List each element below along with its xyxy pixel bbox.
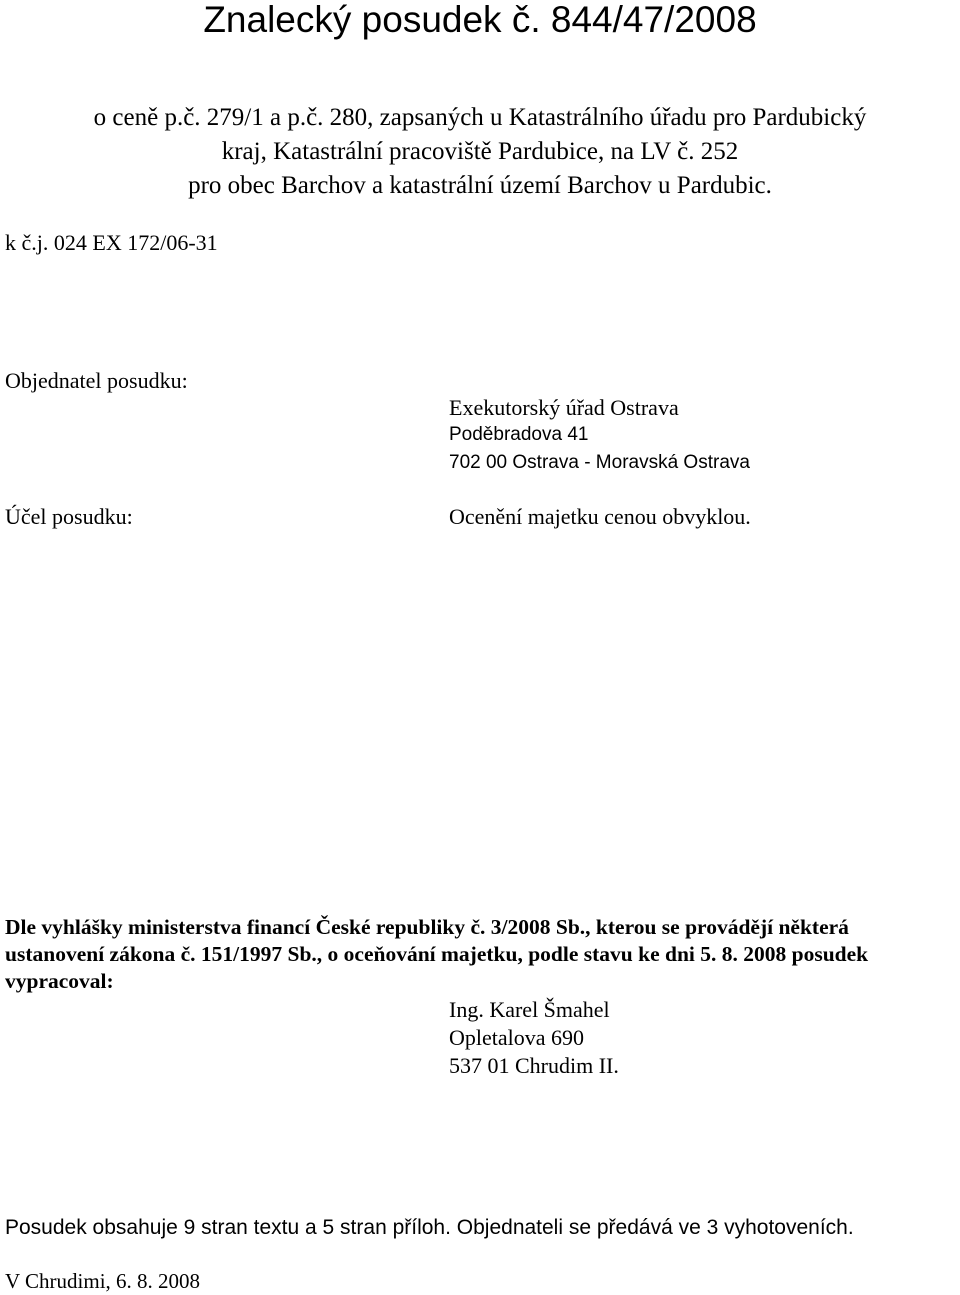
author-city: 537 01 Chrudim II. bbox=[449, 1053, 619, 1078]
orderer-city: 702 00 Ostrava - Moravská Ostrava bbox=[449, 452, 750, 473]
document-title: Znalecký posudek č. 844/47/2008 bbox=[203, 0, 757, 40]
subject-line: kraj, Katastrální pracoviště Pardubice, na LV č. 252 bbox=[221, 138, 739, 165]
legal-line: vypracoval: bbox=[5, 969, 114, 993]
case-reference: k č.j. 024 EX 172/06-31 bbox=[5, 230, 218, 255]
legal-basis bbox=[5, 914, 960, 995]
purpose-value: Ocenění majetku cenou obvyklou. bbox=[449, 504, 751, 529]
orderer-label: Objednatel posudku: bbox=[5, 368, 188, 393]
subject-block bbox=[0, 101, 960, 203]
purpose-label: Účel posudku: bbox=[5, 504, 133, 529]
subject-line: o ceně p.č. 279/1 a p.č. 280, zapsaných u Katastrálního úřadu pro Pardubický bbox=[93, 104, 867, 131]
author-block bbox=[449, 996, 619, 1080]
page-count-note: Posudek obsahuje 9 stran textu a 5 stran příloh. Objednateli se předává ve 3 vyhotoveních. bbox=[5, 1216, 854, 1239]
orderer-street: Poděbradova 41 bbox=[449, 424, 589, 445]
author-street: Opletalova 690 bbox=[449, 1025, 585, 1050]
place-date: V Chrudimi, 6. 8. 2008 bbox=[5, 1269, 201, 1293]
legal-line: ustanovení zákona č. 151/1997 Sb., o oceňování majetku, podle stavu ke dni 5. 8. 2008 posudek bbox=[5, 942, 869, 966]
legal-line: Dle vyhlášky ministerstva financí České republiky č. 3/2008 Sb., kterou se provádějí některá bbox=[5, 915, 849, 939]
orderer-name: Exekutorský úřad Ostrava bbox=[449, 395, 679, 420]
subject-line: pro obec Barchov a katastrální území Barchov u Pardubic. bbox=[188, 172, 772, 199]
author-name: Ing. Karel Šmahel bbox=[449, 997, 610, 1022]
